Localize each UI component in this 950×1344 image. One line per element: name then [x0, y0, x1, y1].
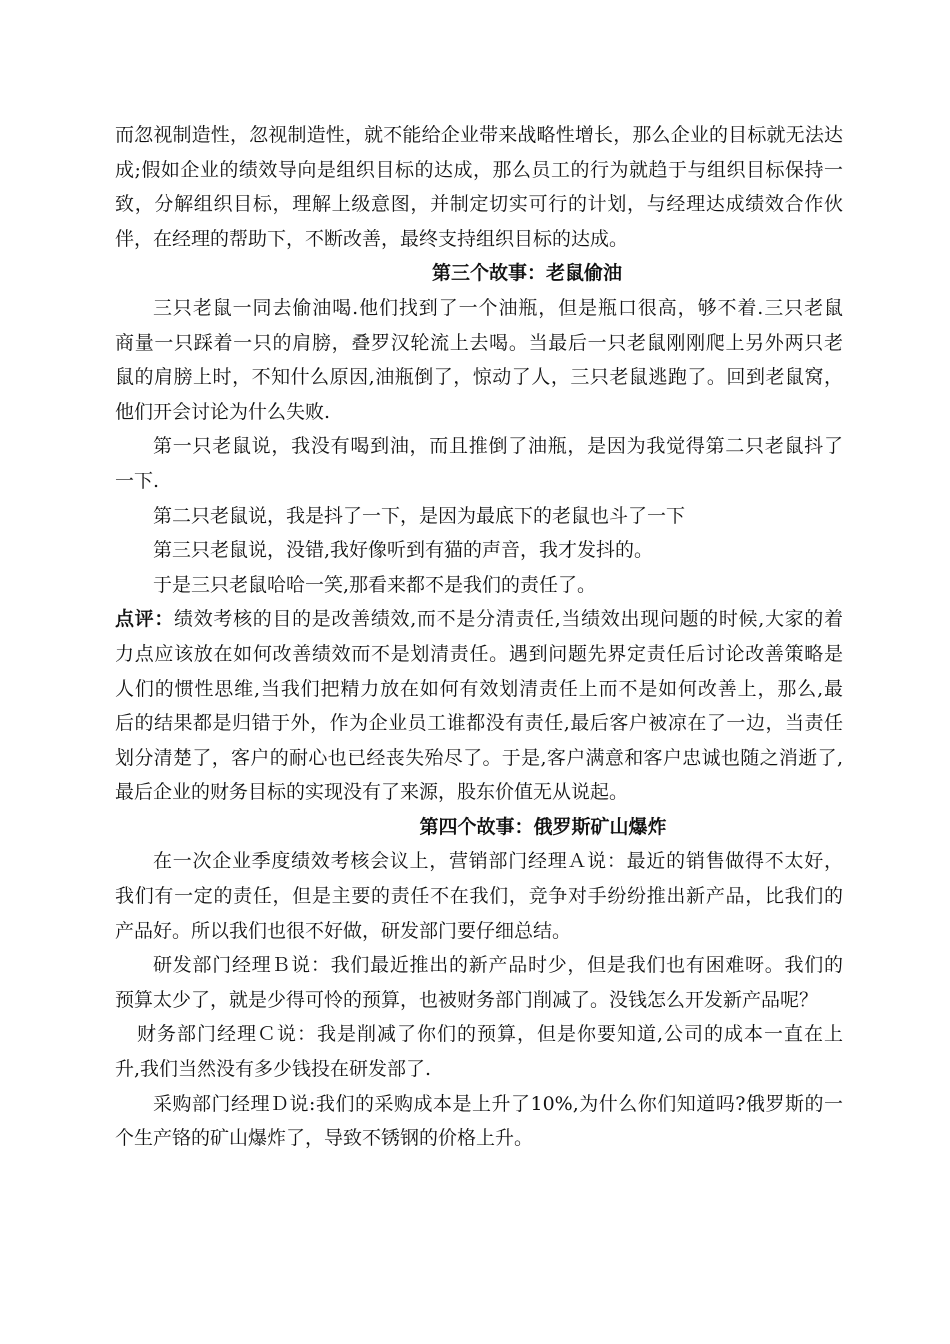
story4-paragraph-line: 个生产铬的矿山爆炸了，导致不锈钢的价格上升。	[115, 1127, 534, 1150]
comment-text: 绩效考核的目的是改善绩效,而不是分清责任,当绩效出现问题的时候,大家的着	[174, 608, 843, 631]
document-body	[115, 118, 843, 1156]
story3-comment-line: 人们的惯性思维,当我们把精力放在如何有效划清责任上而不是如何改善上，那么,最	[115, 677, 843, 700]
story3-paragraph-line: 第一只老鼠说，我没有喝到油，而且推倒了油瓶，是因为我觉得第二只老鼠抖了	[153, 435, 843, 458]
story3-paragraph-line: 商量一只踩着一只的肩膀，叠罗汉轮流上去喝。当最后一只老鼠刚刚爬上另外两只老	[115, 331, 843, 354]
story3-paragraph-line: 第二只老鼠说，我是抖了一下，是因为最底下的老鼠也斗了一下	[153, 504, 686, 527]
story3-comment-line: 划分清楚了，客户的耐心也已经丧失殆尽了。于是,客户满意和客户忠诚也随之消逝了,	[115, 746, 843, 769]
story4-paragraph-line: 财务部门经理Ｃ说：我是削减了你们的预算，但是你要知道,公司的成本一直在上	[137, 1023, 843, 1046]
story4-paragraph-line: 预算太少了，就是少得可怜的预算，也被财务部门削减了。没钱怎么开发新产品呢？	[115, 988, 819, 1011]
story3-paragraph-line: 鼠的肩膀上时，不知什么原因,油瓶倒了，惊动了人，三只老鼠逃跑了。回到老鼠窝，	[115, 366, 843, 389]
story4-paragraph-line: 在一次企业季度绩效考核会议上，营销部门经理Ａ说：最近的销售做得不太好，	[153, 850, 843, 873]
story4-paragraph-line: 升,我们当然没有多少钱投在研发部了.	[115, 1058, 432, 1081]
story3-comment-line: 力点应该放在如何改善绩效而不是划清责任。遇到问题先界定责任后讨论改善策略是	[115, 642, 843, 665]
story3-title: 第三个故事：老鼠偷油	[431, 262, 622, 285]
story4-paragraph-line: 我们有一定的责任，但是主要的责任不在我们，竞争对手纷纷推出新产品，比我们的	[115, 885, 843, 908]
story3-paragraph-line: 一下.	[115, 469, 160, 492]
story3-comment-line	[115, 602, 843, 637]
story3-comment-line: 最后企业的财务目标的实现没有了来源，股东价值无从说起。	[115, 781, 629, 804]
story3-paragraph-line: 于是三只老鼠哈哈一笑,那看来都不是我们的责任了。	[153, 573, 597, 596]
intro-line: 成;假如企业的绩效导向是组织目标的达成，那么员工的行为就趋于与组织目标保持一	[115, 158, 843, 181]
story4-paragraph-line: 采购部门经理Ｄ说:我们的采购成本是上升了10%,为什么你们知道吗?俄罗斯的一	[153, 1092, 843, 1115]
story4-title: 第四个故事：俄罗斯矿山爆炸	[419, 815, 667, 838]
intro-line: 伴，在经理的帮助下，不断改善，最终支持组织目标的达成。	[115, 227, 629, 250]
story3-paragraph-line: 他们开会讨论为什么失败.	[115, 400, 331, 423]
story3-comment-line: 后的结果都是归错于外，作为企业员工谁都没有责任,最后客户被凉在了一边，当责任	[115, 712, 843, 735]
story4-paragraph-line: 研发部门经理Ｂ说：我们最近推出的新产品时少，但是我们也有困难呀。我们的	[153, 954, 843, 977]
story3-paragraph-line: 三只老鼠一同去偷油喝.他们找到了一个油瓶，但是瓶口很高，够不着.三只老鼠	[153, 296, 843, 319]
story3-paragraph-line: 第三只老鼠说，没错,我好像听到有猫的声音，我才发抖的。	[153, 539, 654, 562]
comment-label: 点评：	[115, 608, 175, 631]
intro-line: 致，分解组织目标，理解上级意图，并制定切实可行的计划，与经理达成绩效合作伙	[115, 193, 843, 216]
story4-paragraph-line: 产品好。所以我们也很不好做，研发部门要仔细总结。	[115, 919, 572, 942]
intro-line: 而忽视制造性，忽视制造性，就不能给企业带来战略性增长，那么企业的目标就无法达	[115, 124, 843, 146]
